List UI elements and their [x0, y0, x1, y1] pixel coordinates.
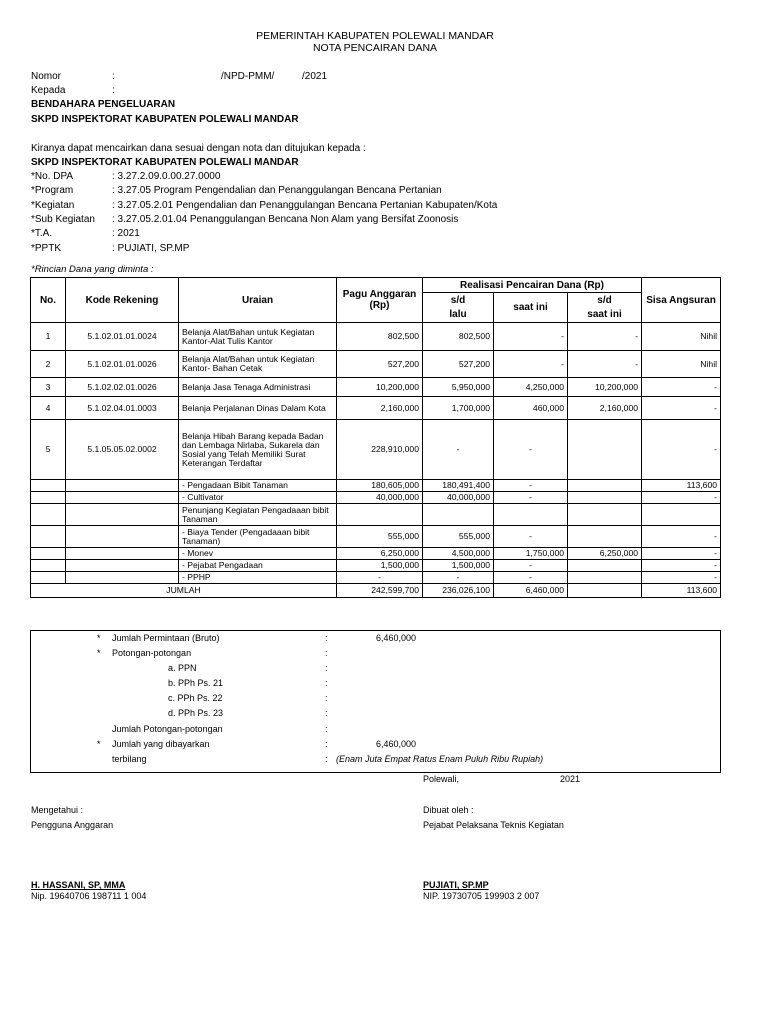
star-2: *: [97, 648, 101, 658]
nomor-colon: :: [112, 71, 115, 82]
kepada-label: Kepada: [31, 85, 66, 96]
jumlah-permintaan-value: 6,460,000: [376, 633, 417, 643]
cell-saat: -: [494, 492, 568, 504]
cell-lalu: -: [423, 420, 494, 480]
colon-3: :: [325, 663, 328, 673]
cell-uraian: - Pejabat Pengadaan: [179, 560, 337, 572]
sign-year: 2021: [560, 774, 581, 784]
cell-pagu: 10,200,000: [337, 378, 423, 397]
th-sd: s/d: [423, 293, 494, 308]
cell-saat: -: [494, 560, 568, 572]
right-role-1: Dibuat oleh :: [423, 805, 474, 815]
cell-saat: 4,250,000: [494, 378, 568, 397]
cell-lalu: 4,500,000: [423, 548, 494, 560]
cell-pagu: 40,000,000: [337, 492, 423, 504]
table-row: [31, 560, 721, 572]
cell-total-pagu: 242,599,700: [337, 584, 423, 598]
th-sd-2: s/d: [568, 293, 642, 308]
cell-kode: [66, 560, 179, 572]
th-kode: Kode Rekening: [66, 278, 179, 323]
left-signer-name: H. HASSANI, SP, MMA: [31, 880, 126, 890]
table-row: [31, 378, 721, 397]
cell-sd: [568, 420, 642, 480]
cell-sisa: -: [642, 572, 721, 584]
colon-5: :: [325, 693, 328, 703]
cell-lalu: 527,200: [423, 351, 494, 378]
skpd-title-2: SKPD INSPEKTORAT KABUPATEN POLEWALI MANDAR: [31, 157, 299, 168]
cell-no: [31, 526, 66, 548]
table-row: [31, 420, 721, 480]
cell-lalu: 1,500,000: [423, 560, 494, 572]
cell-pagu: 228,910,000: [337, 420, 423, 480]
cell-pagu: 1,500,000: [337, 560, 423, 572]
cell-pagu: [337, 504, 423, 526]
terbilang-value: (Enam Juta Empat Ratus Enam Puluh Ribu Rupiah): [336, 754, 544, 764]
sign-place: Polewali,: [423, 774, 460, 784]
cell-uraian: Belanja Hibah Barang kepada Badan dan Lembaga Nirlaba, Sukarela dan Sosial yang Telah Memiliki Surat Keterangan Terdaftar: [179, 420, 337, 480]
field-value-dpa: : 3.27.2.09.0.00.27.0000: [112, 171, 221, 182]
cell-sd: [568, 526, 642, 548]
table-row: [31, 492, 721, 504]
cell-pagu: -: [337, 572, 423, 584]
table-row: [31, 480, 721, 492]
cell-sisa: -: [642, 420, 721, 480]
cell-lalu: 1,700,000: [423, 397, 494, 420]
kepada-colon: :: [112, 85, 115, 96]
field-label-kegiatan: *Kegiatan: [31, 200, 75, 211]
nomor-value-b: /2021: [302, 71, 328, 82]
cell-no: 1: [31, 323, 66, 351]
cell-no: [31, 572, 66, 584]
cell-total-sisa: 113,600: [642, 584, 721, 598]
field-value-program: : 3.27.05 Program Pengendalian dan Penanggulangan Bencana Pertanian: [112, 185, 442, 196]
cell-no: [31, 548, 66, 560]
cell-no: [31, 560, 66, 572]
potongan-label: Potongan-potongan: [112, 648, 192, 658]
table-row: [31, 323, 721, 351]
cell-saat: 1,750,000: [494, 548, 568, 560]
star-3: *: [97, 739, 101, 749]
cell-sisa: [642, 504, 721, 526]
cell-pagu: 180,605,000: [337, 480, 423, 492]
cell-sisa: -: [642, 378, 721, 397]
cell-kode: 5.1.05.05.02.0002: [66, 420, 179, 480]
cell-sisa: Nihil: [642, 351, 721, 378]
table-row: [31, 504, 721, 526]
dibayarkan-label: Jumlah yang dibayarkan: [112, 739, 210, 749]
cell-no: 3: [31, 378, 66, 397]
cell-lalu: -: [423, 572, 494, 584]
right-signer-name: PUJIATI, SP.MP: [423, 880, 489, 890]
terbilang-label: terbilang: [112, 754, 147, 764]
cell-saat: 460,000: [494, 397, 568, 420]
table-row: [31, 526, 721, 548]
cell-saat: -: [494, 572, 568, 584]
cell-pagu: 802,500: [337, 323, 423, 351]
table-row: [31, 351, 721, 378]
cell-sd: [568, 504, 642, 526]
th-sisa: Sisa Angsuran: [642, 278, 721, 323]
cell-uraian: - Pengadaan Bibit Tanaman: [179, 480, 337, 492]
cell-kode: [66, 504, 179, 526]
th-no: No.: [31, 278, 66, 323]
cell-kode: [66, 572, 179, 584]
dibayarkan-value: 6,460,000: [376, 739, 417, 749]
colon-4: :: [325, 678, 328, 688]
cell-uraian: - Monev: [179, 548, 337, 560]
pph21-label: b. PPh Ps. 21: [168, 678, 224, 688]
cell-uraian: Belanja Jasa Tenaga Administrasi: [179, 378, 337, 397]
cell-sd: 2,160,000: [568, 397, 642, 420]
jumlah-permintaan-label: Jumlah Permintaan (Bruto): [112, 633, 220, 643]
header-title: PEMERINTAH KABUPATEN POLEWALI MANDAR: [256, 30, 494, 42]
colon-9: :: [325, 754, 328, 764]
cell-sisa: -: [642, 548, 721, 560]
cell-uraian: - PPHP: [179, 572, 337, 584]
field-label-dpa: *No. DPA: [31, 171, 74, 182]
cell-kode: [66, 480, 179, 492]
ppn-label: a. PPN: [168, 663, 197, 673]
cell-uraian: - Cultivator: [179, 492, 337, 504]
cell-sd: 10,200,000: [568, 378, 642, 397]
cell-kode: 5.1.02.01.01.0026: [66, 351, 179, 378]
cell-pagu: 2,160,000: [337, 397, 423, 420]
cell-no: 4: [31, 397, 66, 420]
cell-sisa: -: [642, 526, 721, 548]
colon-2: :: [325, 648, 328, 658]
cell-no: [31, 492, 66, 504]
field-label-pptk: *PPTK: [31, 243, 62, 254]
cell-kode: [66, 492, 179, 504]
cell-no: 2: [31, 351, 66, 378]
cell-lalu: [423, 504, 494, 526]
table-row: [31, 572, 721, 584]
skpd-title: SKPD INSPEKTORAT KABUPATEN POLEWALI MANDAR: [31, 114, 299, 125]
cell-saat: -: [494, 420, 568, 480]
right-role-2: Pejabat Pelaksana Teknis Kegiatan: [423, 820, 564, 830]
cell-kode: 5.1.02.02.01.0026: [66, 378, 179, 397]
cell-total-label: JUMLAH: [31, 584, 337, 598]
intro-text: Kiranya dapat mencairkan dana sesuai dengan nota dan ditujukan kepada :: [31, 143, 366, 154]
field-label-program: *Program: [31, 185, 74, 196]
cell-uraian: Belanja Alat/Bahan untuk Kegiatan Kantor-Alat Tulis Kantor: [179, 323, 337, 351]
cell-sd: [568, 492, 642, 504]
cell-no: 5: [31, 420, 66, 480]
field-label-subkegiatan: *Sub Kegiatan: [31, 214, 95, 225]
cell-sisa: -: [642, 560, 721, 572]
cell-sisa: Nihil: [642, 323, 721, 351]
cell-sd: -: [568, 351, 642, 378]
table-row: [31, 548, 721, 560]
table-row: [31, 397, 721, 420]
field-value-subkegiatan: : 3.27.05.2.01.04 Penanggulangan Bencana Non Alam yang Bersifat Zoonosis: [112, 214, 459, 225]
cell-saat: -: [494, 351, 568, 378]
cell-sd: -: [568, 323, 642, 351]
nomor-label: Nomor: [31, 71, 62, 82]
bendahara-title: BENDAHARA PENGELUARAN: [31, 99, 176, 110]
left-role-2: Pengguna Anggaran: [31, 820, 114, 830]
cell-pagu: 555,000: [337, 526, 423, 548]
cell-sd: [568, 480, 642, 492]
cell-kode: [66, 548, 179, 560]
left-role-1: Mengetahui :: [31, 805, 84, 815]
cell-uraian: - Biaya Tender (Pengadaaan bibit Tanaman): [179, 526, 337, 548]
cell-sd: [568, 572, 642, 584]
field-value-kegiatan: : 3.27.05.2.01 Pengendalian dan Penanggulangan Bencana Pertanian Kabupaten/Kota: [112, 200, 498, 211]
right-signer-nip: NIP. 19730705 199903 2 007: [423, 891, 540, 901]
cell-no: [31, 480, 66, 492]
cell-uraian: Belanja Perjalanan Dinas Dalam Kota: [179, 397, 337, 420]
field-value-ta: : 2021: [112, 228, 140, 239]
colon-1: :: [325, 633, 328, 643]
cell-pagu: 6,250,000: [337, 548, 423, 560]
header-subtitle: NOTA PENCAIRAN DANA: [312, 42, 438, 54]
field-label-ta: *T.A.: [31, 228, 53, 239]
cell-saat: -: [494, 323, 568, 351]
cell-sisa: 113,600: [642, 480, 721, 492]
cell-lalu: 180,491,400: [423, 480, 494, 492]
cell-total-lalu: 236,026,100: [423, 584, 494, 598]
cell-uraian: Belanja Alat/Bahan untuk Kegiatan Kantor- Bahan Cetak: [179, 351, 337, 378]
star-1: *: [97, 633, 101, 643]
nomor-value-a: /NPD-PMM/: [221, 71, 275, 82]
cell-total-saat: 6,460,000: [494, 584, 568, 598]
cell-pagu: 527,200: [337, 351, 423, 378]
cell-lalu: 802,500: [423, 323, 494, 351]
rincian-label: *Rincian Dana yang diminta :: [31, 264, 154, 275]
left-signer-nip: Nip. 19640706 198711 1 004: [31, 891, 147, 901]
th-uraian: Uraian: [179, 278, 337, 323]
cell-sd: [568, 560, 642, 572]
th-lalu: lalu: [423, 308, 494, 323]
cell-saat: [494, 504, 568, 526]
cell-no: [31, 504, 66, 526]
th-pagu: Pagu Anggaran (Rp): [337, 278, 423, 323]
cell-total-sd: [568, 584, 642, 598]
cell-kode: 5.1.02.01.01.0024: [66, 323, 179, 351]
th-saat-ini-2: saat ini: [568, 308, 642, 323]
th-saat-ini: saat ini: [494, 293, 568, 323]
colon-8: :: [325, 739, 328, 749]
colon-7: :: [325, 724, 328, 734]
cell-saat: -: [494, 526, 568, 548]
cell-lalu: 555,000: [423, 526, 494, 548]
rincian-table: [30, 277, 721, 598]
cell-uraian: Penunjang Kegiatan Pengadaaan bibit Tanaman: [179, 504, 337, 526]
cell-sisa: -: [642, 492, 721, 504]
jumlah-potongan-label: Jumlah Potongan-potongan: [112, 724, 223, 734]
table-total-row: [31, 584, 721, 598]
cell-kode: [66, 526, 179, 548]
cell-kode: 5.1.02.04.01.0003: [66, 397, 179, 420]
pph22-label: c. PPh Ps. 22: [168, 693, 223, 703]
colon-6: :: [325, 708, 328, 718]
th-realisasi: Realisasi Pencairan Dana (Rp): [423, 278, 642, 293]
cell-saat: -: [494, 480, 568, 492]
field-value-pptk: : PUJIATI, SP.MP: [112, 243, 190, 254]
cell-sisa: -: [642, 397, 721, 420]
cell-lalu: 40,000,000: [423, 492, 494, 504]
cell-sd: 6,250,000: [568, 548, 642, 560]
cell-lalu: 5,950,000: [423, 378, 494, 397]
pph23-label: d. PPh Ps. 23: [168, 708, 224, 718]
